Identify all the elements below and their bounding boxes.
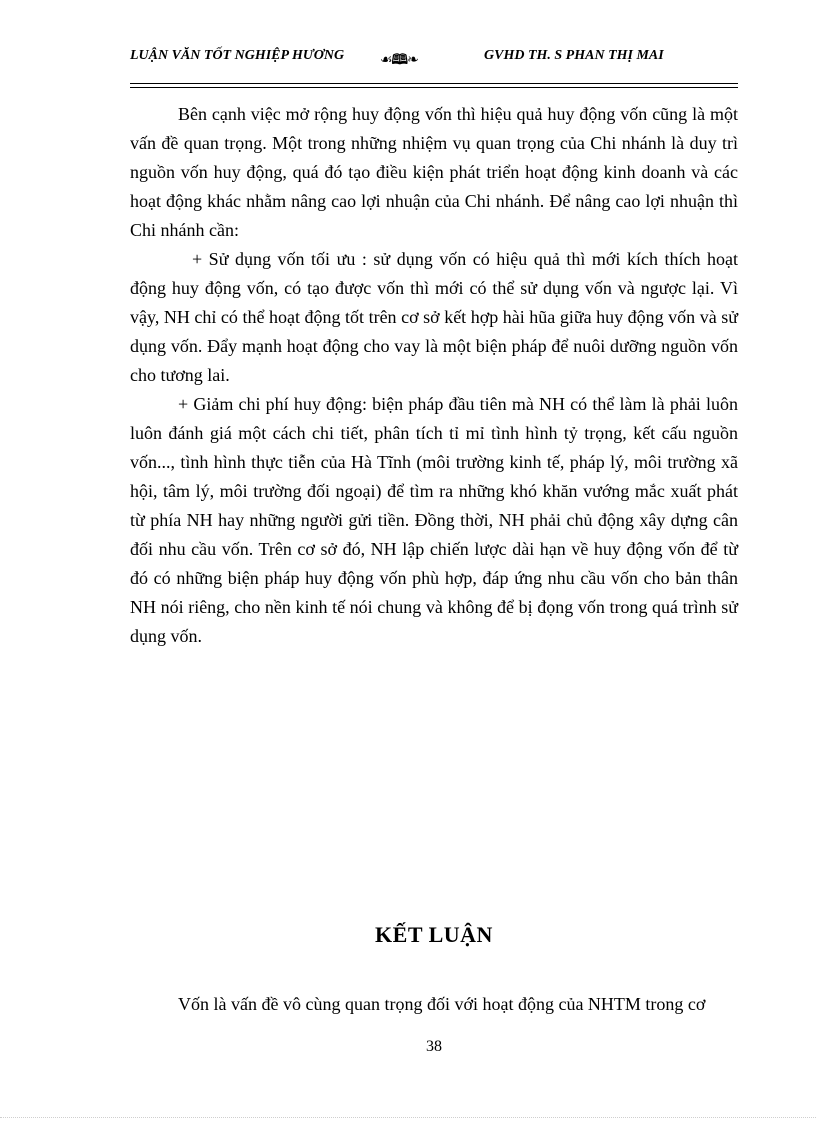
paragraph-reduce-cost: + Giảm chi phí huy động: biện pháp đầu tiên mà NH có thể làm là phải luôn luôn đánh giá một cách chi tiết, phân tích tỉ mỉ tình hình tỷ trọng, kết cấu nguồn vốn..., tình hình thực tiễn của Hà Tĩnh (môi trường kinh tế, pháp lý, môi trường xã hội, tâm lý, môi trường đối ngoại) để tìm ra những khó khăn vướng mắc xuất phát từ phía NH hay những người gửi tiền. Đồng thời, NH phải chủ động xây dựng cân đối nhu cầu vốn. Trên cơ sở đó, NH lập chiến lược dài hạn về huy động vốn để từ đó có những biện pháp huy động vốn phù hợp, đáp ứng nhu cầu vốn cho bản thân NH nói riêng, cho nền kinh tế nói chung và không để bị đọng vốn trong quá trình sử dụng vốn. bbox=[130, 394, 738, 646]
header-rule-bottom bbox=[130, 87, 738, 88]
page-bottom-border bbox=[0, 1117, 816, 1118]
body-text bbox=[130, 100, 738, 651]
paragraph-efficiency: Bên cạnh việc mở rộng huy động vốn thì hiệu quả huy động vốn cũng là một vấn đề quan trọng. Một trong những nhiệm vụ quan trọng của Chi nhánh là duy trì nguồn vốn huy động, quá đó tạo điều kiện phát triển hoạt động kinh doanh và các hoạt động khác nhằm nâng cao lợi nhuận của Chi nhánh. Để nâng cao lợi nhuận thì Chi nhánh cần: bbox=[130, 104, 738, 240]
page-header bbox=[130, 48, 738, 82]
header-thesis-title: LUẬN VĂN TỐT NGHIỆP HƯƠNG bbox=[130, 48, 345, 63]
section-title: KẾT LUẬN bbox=[375, 922, 493, 947]
conclusion-paragraph: Vốn là vấn đề vô cùng quan trọng đối với hoạt động của NHTM trong cơ bbox=[178, 994, 706, 1014]
paragraph-optimal-use: + Sử dụng vốn tối ưu : sử dụng vốn có hiệu quả thì mới kích thích hoạt động huy động vốn, có tạo được vốn thì mới có thể sử dụng vốn và ngược lại. Vì vậy, NH chỉ có thể hoạt động tốt trên cơ sở kết hợp hài hũa giữa huy động vốn và sử dụng vốn. Đẩy mạnh hoạt động cho vay là một biện pháp để nuôi dưỡng nguồn vốn cho tương lai. bbox=[130, 249, 738, 385]
header-advisor: GVHD TH. S PHAN THỊ MAI bbox=[484, 48, 664, 63]
page-number: 38 bbox=[426, 1038, 442, 1055]
book-ornament-icon: ☙🕮❧ bbox=[380, 52, 418, 68]
header-rule-top bbox=[130, 83, 738, 84]
